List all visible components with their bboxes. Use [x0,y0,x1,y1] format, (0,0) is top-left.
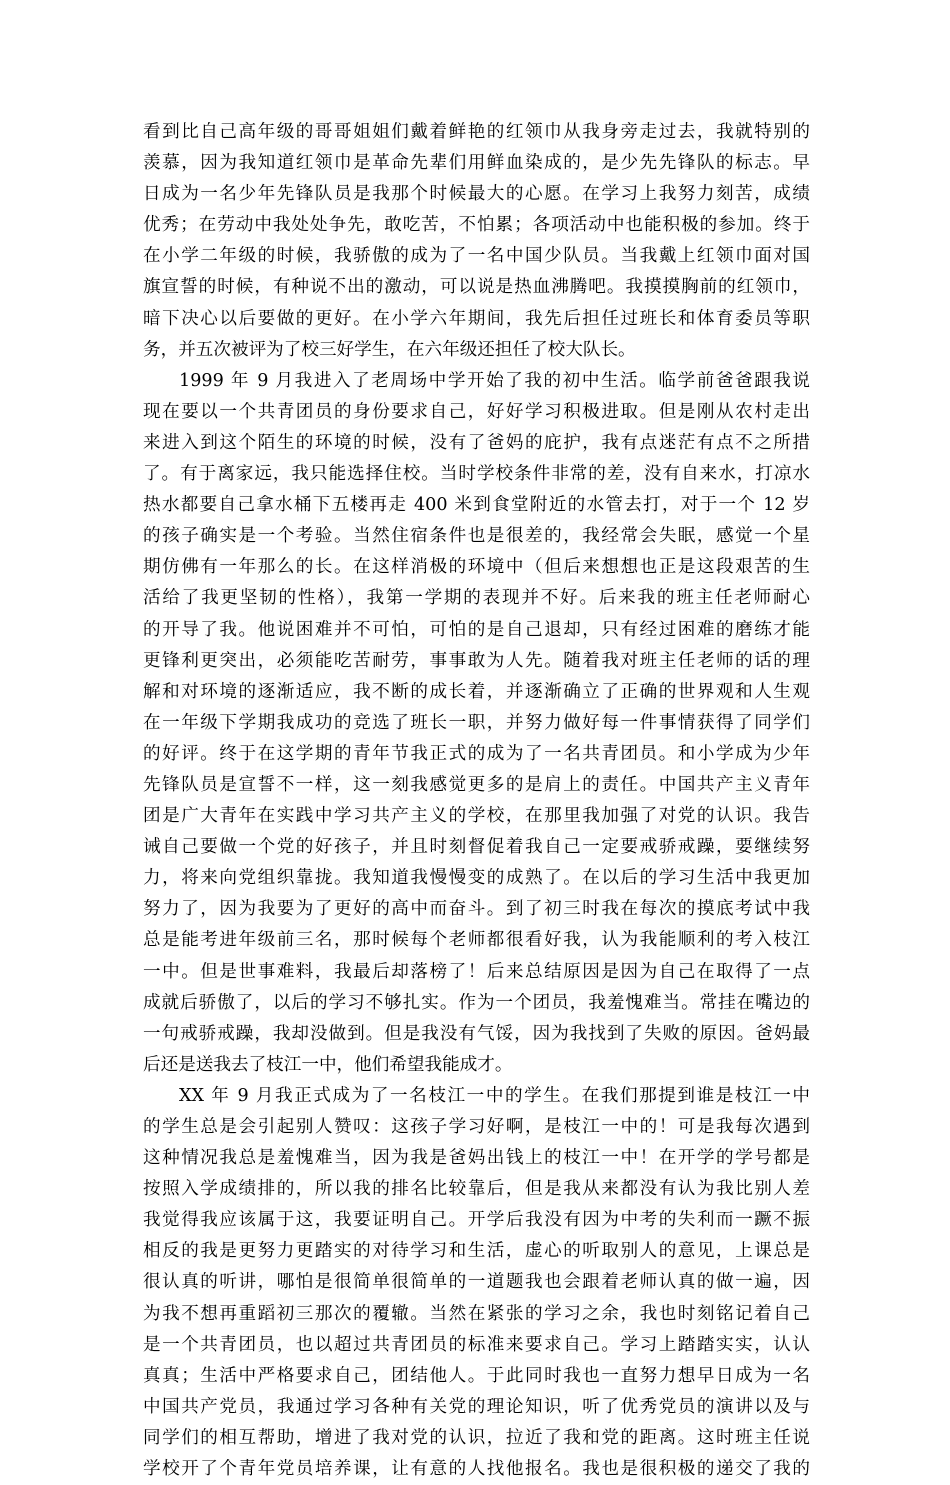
text-line: 很认真的听讲，哪怕是很简单很简单的一道题我也会跟着老师认真的做一遍，因 [143,1272,810,1293]
text-line: 务，并五次被评为了校三好学生，在六年级还担任了校大队长。 [143,339,636,360]
text-line: 先锋队员是宣誓不一样，这一刻我感觉更多的是肩上的责任。中国共产主义青年 [143,774,810,795]
text-line: 1999 年 9 月我进入了老周场中学开始了我的初中生活。临学前爸爸跟我说 [179,370,810,391]
text-line: 是一个共青团员，也以超过共青团员的标准来要求自己。学习上踏踏实实，认认 [143,1334,810,1355]
text-line: 成就后骄傲了，以后的学习不够扎实。作为一个团员，我羞愧难当。常挂在嘴边的 [143,992,810,1013]
text-line: 日成为一名少年先锋队员是我那个时候最大的心愿。在学习上我努力刻苦，成绩 [143,184,810,205]
text-line: 优秀；在劳动中我处处争先，敢吃苦，不怕累；各项活动中也能积极的参加。终于 [143,215,810,236]
text-line: 来进入到这个陌生的环境的时候，没有了爸妈的庇护，我有点迷茫有点不之所措 [143,432,810,453]
text-line: 团是广大青年在实践中学习共产主义的学校，在那里我加强了对党的认识。我告 [143,806,810,827]
paragraph-2 [143,366,810,1081]
text-line: 羡慕，因为我知道红领巾是革命先辈们用鲜血染成的，是少先先锋队的标志。早 [143,153,810,174]
text-line: 相反的我是更努力更踏实的对待学习和生活，虚心的听取别人的意见，上课总是 [143,1241,810,1262]
text-line: 努力了，因为我要为了更好的高中而奋斗。到了初三时我在每次的摸底考试中我 [143,899,810,920]
paragraph-3 [143,1081,810,1485]
text-line: 总是能考进年级前三名，那时候每个老师都很看好我，认为我能顺利的考入枝江 [143,930,810,951]
text-line: 看到比自己高年级的哥哥姐姐们戴着鲜艳的红领巾从我身旁走过去，我就特别的 [143,122,810,142]
text-line: 的学生总是会引起别人赞叹：这孩子学习好啊，是枝江一中的！可是我每次遇到 [143,1117,810,1137]
text-line: 中国共产党员，我通过学习各种有关党的理论知识，听了优秀党员的演讲以及与 [143,1396,810,1417]
text-line: 暗下决心以后要做的更好。在小学六年期间，我先后担任过班长和体育委员等职 [143,308,810,329]
text-line: 诫自己要做一个党的好孩子，并且时刻督促着我自己一定要戒骄戒躁，要继续努 [143,837,810,858]
text-line: 学校开了个青年党员培养课，让有意的人找他报名。我也是很积极的递交了我的 [143,1459,810,1480]
text-line: 一句戒骄戒躁，我却没做到。但是我没有气馁，因为我找到了失败的原因。爸妈最 [143,1023,810,1044]
text-line: 的好评。终于在这学期的青年节我正式的成为了一名共青团员。和小学成为少年 [143,743,810,764]
text-line: 这种情况我总是羞愧难当，因为我是爸妈出钱上的枝江一中！在开学的学号都是 [143,1148,810,1169]
text-line: 更锋利更突出，必须能吃苦耐劳，事事敢为人先。随着我对班主任老师的话的理 [143,650,810,671]
text-line: 旗宣誓的时候，有种说不出的激动，可以说是热血沸腾吧。我摸摸胸前的红领巾， [143,277,810,298]
text-line: 后还是送我去了枝江一中，他们希望我能成才。 [143,1054,513,1075]
text-line: 在小学二年级的时候，我骄傲的成为了一名中国少队员。当我戴上红领巾面对国 [143,246,810,267]
paragraph-1 [143,117,810,366]
text-line: 热水都要自己拿水桶下五楼再走 400 米到食堂附近的水管去打，对于一个 12 岁 [143,495,810,516]
text-line: 现在要以一个共青团员的身份要求自己，好好学习积极进取。但是刚从农村走出 [143,401,810,422]
text-line: 一中。但是世事难料，我最后却落榜了！后来总结原因是因为自己在取得了一点 [143,961,810,982]
text-line: 为我不想再重蹈初三那次的覆辙。当然在紧张的学习之余，我也时刻铭记着自己 [143,1303,810,1324]
text-line: 真真；生活中严格要求自己，团结他人。于此同时我也一直努力想早日成为一名 [143,1365,810,1386]
text-line: 解和对环境的逐渐适应，我不断的成长着，并逐渐确立了正确的世界观和人生观 [143,681,810,702]
text-line: 了。有于离家远，我只能选择住校。当时学校条件非常的差，没有自来水，打凉水 [143,464,810,485]
text-line: 我觉得我应该属于这，我要证明自己。开学后我没有因为中考的失利而一蹶不振 [143,1210,810,1231]
text-line: 的孩子确实是一个考验。当然住宿条件也是很差的，我经常会失眠，感觉一个星 [143,526,810,547]
text-line: 同学们的相互帮助，增进了我对党的认识，拉近了我和党的距离。这时班主任说 [143,1427,810,1448]
text-line: 在一年级下学期我成功的竞选了班长一职，并努力做好每一件事情获得了同学们 [143,712,810,733]
document-body [143,117,810,1485]
text-line: 活给了我更坚韧的性格），我第一学期的表现并不好。后来我的班主任老师耐心 [143,588,810,609]
text-line: 期仿佛有一年那么的长。在这样消极的环境中（但后来想想也正是这段艰苦的生 [143,557,810,578]
text-line: 力，将来向党组织靠拢。我知道我慢慢变的成熟了。在以后的学习生活中我更加 [143,868,810,889]
text-line: XX 年 9 月我正式成为了一名枝江一中的学生。在我们那提到谁是枝江一中 [179,1085,810,1106]
text-line: 按照入学成绩排的，所以我的排名比较靠后，但是我从来都没有认为我比别人差 [143,1179,810,1200]
text-line: 的开导了我。他说困难并不可怕，可怕的是自己退却，只有经过困难的磨练才能 [143,619,810,640]
